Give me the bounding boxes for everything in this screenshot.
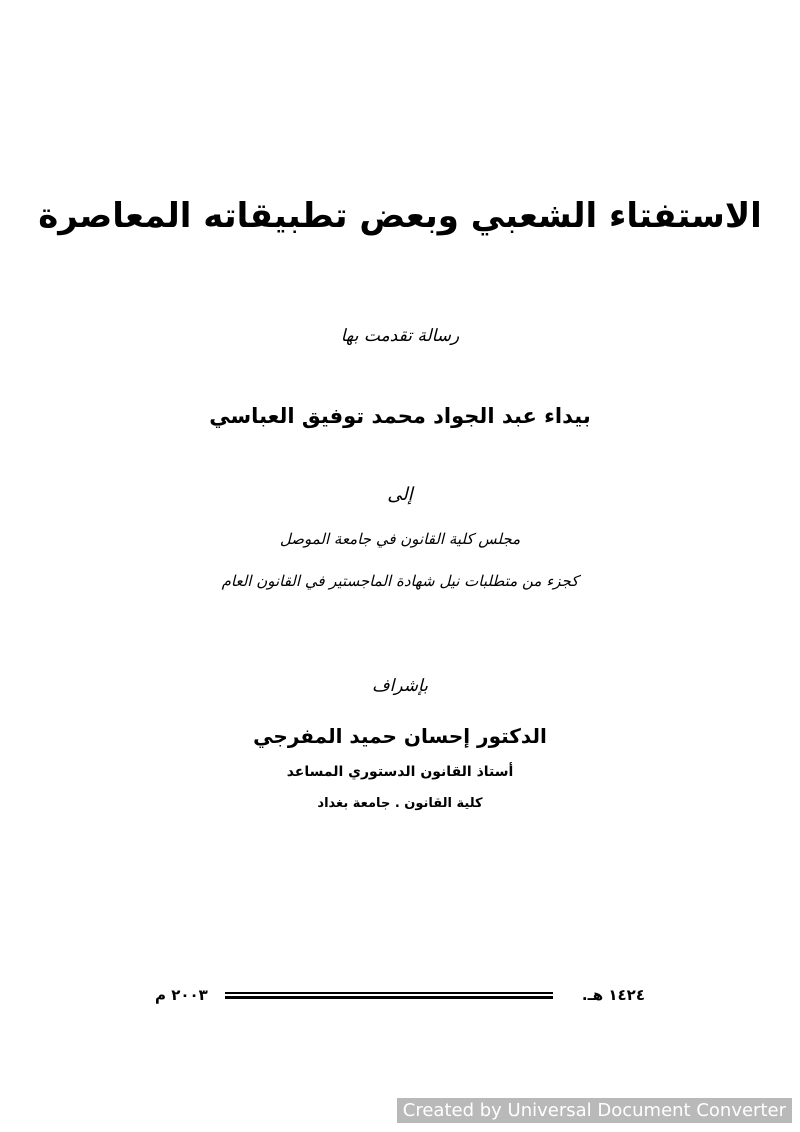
date-hijri: ١٤٢٤ هـ.	[581, 986, 645, 1004]
supervisor-college: كلية القانون . جامعة بغداد	[317, 796, 483, 811]
date-divider-middle	[225, 997, 553, 999]
degree-requirement: كجزء من متطلبات نيل شهادة الماجستير في القانون العام	[221, 572, 579, 590]
supervision-label: بإشراف	[372, 676, 428, 696]
date-gregorian: ٢٠٠٣ م	[155, 986, 208, 1004]
author-name: بيداء عبد الجواد محمد توفيق العباسي	[209, 404, 591, 428]
converter-watermark: Created by Universal Document Converter	[397, 1098, 792, 1123]
council-name: مجلس كلية القانون في جامعة الموصل	[279, 530, 521, 548]
thesis-title: الاستفتاء الشعبي وبعض تطبيقاته المعاصرة	[38, 196, 762, 236]
to-label: إلى	[387, 484, 413, 505]
presented-by-label: رسالة تقدمت بها	[340, 326, 460, 346]
supervisor-name: الدكتور إحسان حميد المفرجي	[253, 724, 547, 748]
supervisor-position: أستاذ القانون الدستوري المساعد	[286, 764, 514, 780]
date-row	[155, 986, 645, 1010]
